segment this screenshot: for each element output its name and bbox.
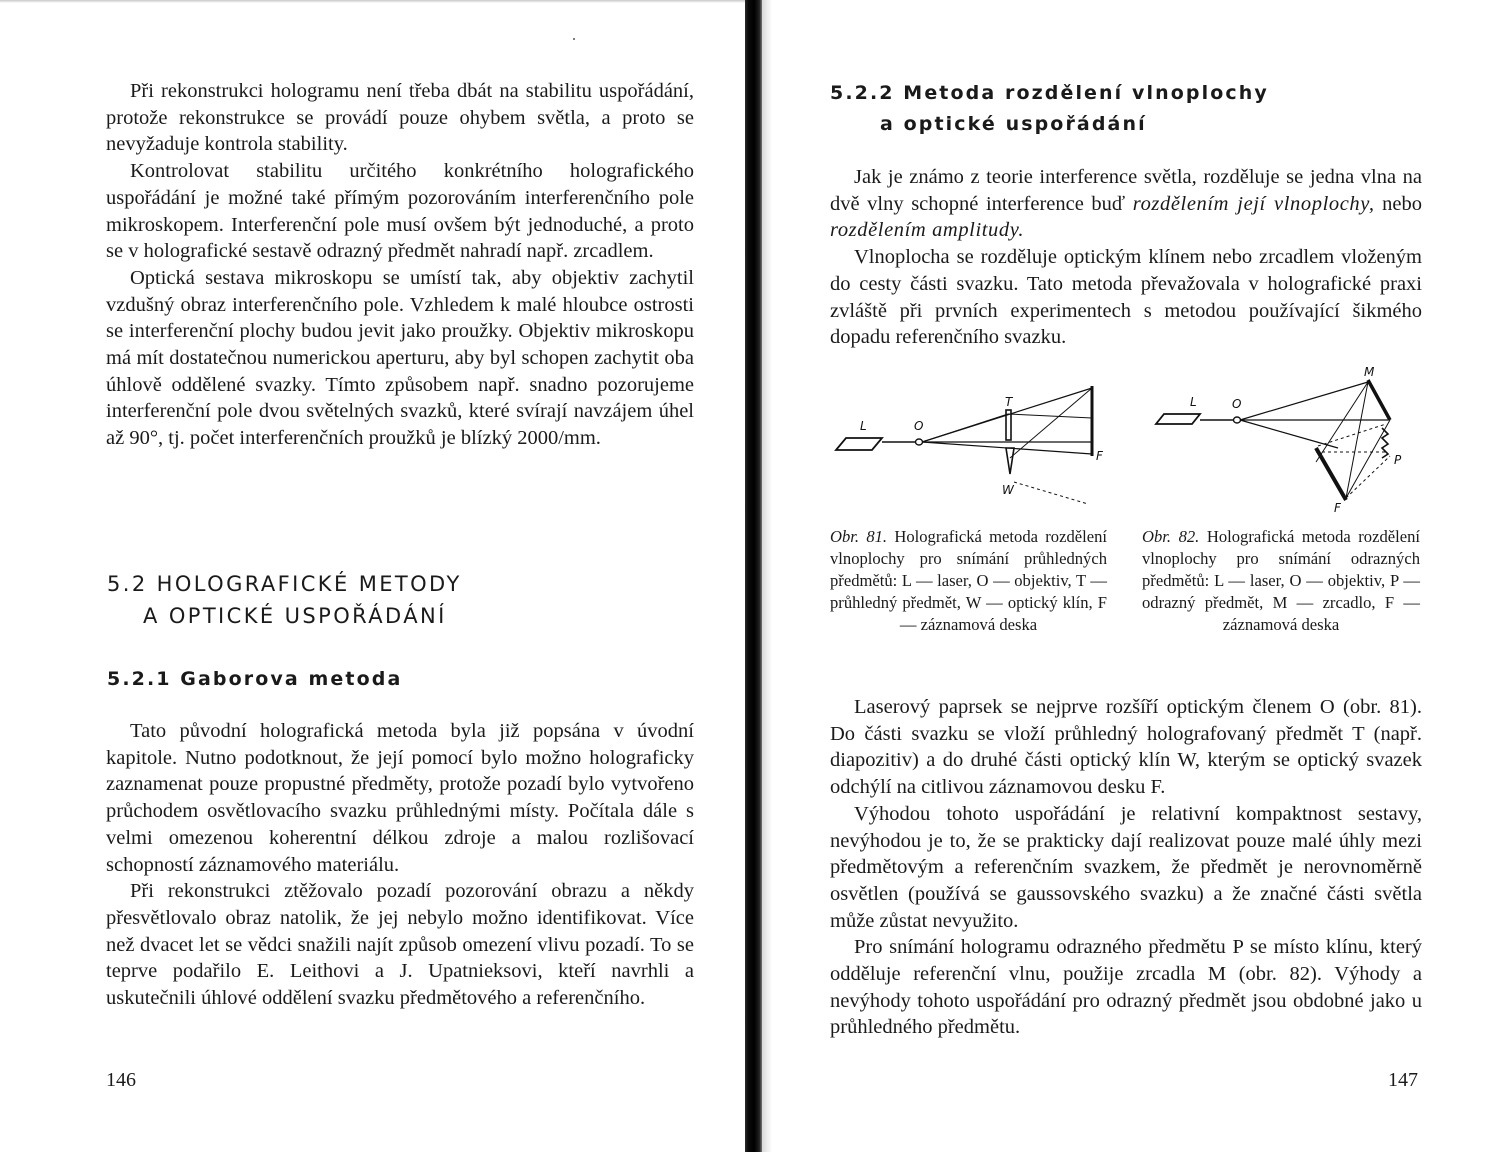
page-number-right: 147	[1388, 1069, 1418, 1091]
book-gutter	[745, 0, 762, 1152]
figure-81-caption	[830, 526, 1107, 636]
paragraph: Optická sestava mikroskopu se umístí tak, aby objektiv zachytil vzdušný obraz interferenčního pole. Vzhledem k malé hloubce ostrosti se interferenční plochy budou jevit jako proužky. Objektiv mikroskopu má mít dostatečnou numerickou aperturu, aby byl schopen zachytit oba úhlově oddělené svazky. Tímto způsobem např. snadno pozorujeme interferenční pole dvou světelných svazků, které svírají navzájem úhel až 90°, tj. počet interferenčních proužků je blízký 2000/mm.	[106, 266, 694, 450]
paragraph: Výhodou tohoto uspořádání je relativní kompaktnost sestavy, nevýhodou je to, že se prakticky dají realizovat pouze malé úhly mezi předmětovým a referenčním svazkem, že předmět je nerovnoměrně osvětlen (používá se gaussovského svazku) a že značné části světla může zůstat nevyužito.	[830, 802, 1422, 932]
left-bottom-body	[106, 718, 694, 1012]
label-F: F	[1096, 449, 1103, 463]
label-T: T	[1005, 395, 1013, 409]
right-top-body	[830, 164, 1422, 351]
deflected-ray	[1010, 388, 1092, 458]
laser-shape	[836, 438, 882, 450]
section-heading-line2: A OPTICKÉ USPOŘÁDÁNÍ	[143, 604, 447, 628]
figure-81-diagram	[828, 378, 1110, 508]
paragraph: Pro snímání hologramu odrazného předmětu P se místo klínu, který odděluje referenční vlnu, použije zrcadla M (obr. 82). Výhody a nevýhody tohoto uspořádání pro odrazný předmět jsou obdobné jako u průhledného předmětu.	[830, 936, 1422, 1039]
label-O: O	[1232, 397, 1242, 411]
beam-ray-object	[922, 414, 1008, 442]
figure-82-caption	[1142, 526, 1420, 636]
objective-lens	[916, 439, 923, 445]
label-F: F	[1334, 501, 1341, 514]
objective-lens	[1234, 417, 1241, 423]
subheading-line1: 5.2.2 Metoda rozdělení vlnoplochy	[830, 82, 1269, 104]
page-number-left: 146	[106, 1069, 136, 1091]
right-page	[762, 0, 1506, 1152]
paragraph: Při rekonstrukci hologramu není třeba dbát na stabilitu uspořádání, protože rekonstrukce se provádí pouze ohybem světla, a proto se nevyžaduje kontrola stability.	[106, 80, 694, 156]
subheading-wavefront	[830, 78, 1269, 140]
paragraph: Při rekonstrukci ztěžovalo pozadí pozorování obrazu a někdy přesvětlovalo obraz natolik, že jej nebylo možno identifikovat. Více než dvacet let se vědci snažili najít způsob omezení vlivu pozadí. To se teprve podařilo E. Leithovi a J. Upatnieksovi, kteří navrhli a uskutečnili úhlové oddělení svazku předmětového a referenčního.	[106, 880, 694, 1010]
label-L: L	[860, 419, 867, 433]
label-P: P	[1394, 453, 1402, 467]
section-heading-line1: 5.2 HOLOGRAFICKÉ METODY	[107, 572, 462, 596]
recording-plate	[1316, 448, 1346, 500]
object-wave	[1008, 414, 1092, 418]
label-M: M	[1364, 365, 1375, 379]
mirror	[1368, 380, 1390, 420]
caption-text: Holografická metoda rozdělení vlnoplochy pro snímání odrazných předmětů: L — laser, O — objektiv, P — odrazný předmět, M — zrcadlo, F — záznamová deska	[1142, 527, 1420, 634]
label-L: L	[1190, 395, 1197, 409]
left-top-body	[106, 78, 694, 452]
leader-line	[1014, 482, 1088, 504]
paragraph: Kontrolovat stabilitu určitého konkrétního holografického uspořádání je možné také přímým pozorováním interferenčního pole mikroskopem. Interferenční pole musí ovšem být jednoduché, a proto se v holografické sestavě odrazný předmět nahradí např. zrcadlem.	[106, 160, 694, 263]
paragraph: Vlnoplocha se rozděluje optickým klínem nebo zrcadlem vloženým do cesty části svazku. Tato metoda převažovala v holografické praxi zvláště při prvních experimentech s metodou používající šikmého dopadu referenčního svazku.	[830, 246, 1422, 349]
paragraph-text: Jak je známo z teorie interference světla, rozděluje se jedna vlna na dvě vlny schopné interference buď	[830, 166, 1422, 215]
label-O: O	[914, 419, 924, 433]
caption-text: Holografická metoda rozdělení vlnoplochy pro snímání průhledných předmětů: L — laser, O — objektiv, T — průhledný předmět, W — optický klín, F — záznamová deska	[830, 527, 1107, 634]
laser-shape	[1156, 414, 1200, 424]
optical-wedge	[1006, 448, 1014, 474]
caption-label: Obr. 81.	[830, 527, 888, 546]
label-W: W	[1002, 483, 1014, 497]
beam-ray-lower	[1240, 420, 1338, 448]
figure-82-diagram	[1150, 362, 1410, 514]
paragraph	[830, 164, 1422, 244]
subheading-line2: a optické uspořádání	[880, 113, 1147, 135]
emphasis-amplitude: rozdělením amplitudy.	[830, 219, 1025, 242]
paragraph: Laserový paprsek se nejprve rozšíří optickým členem O (obr. 81). Do části svazku se vloží průhledný holografovaný předmět T (např. diapozitiv) a do druhé části optický klín W, kterým se optický svazek odchýlí na citlivou záznamovou desku F.	[830, 696, 1422, 799]
left-page	[0, 0, 745, 1152]
subheading-gabor: 5.2.1 Gaborova metoda	[107, 668, 403, 690]
beam-ray-to-mirror-top	[1240, 382, 1368, 420]
paragraph-text: nebo	[1374, 192, 1423, 215]
emphasis-wavefront: rozdělením její vlnoplochy,	[1132, 192, 1375, 215]
right-bottom-body	[830, 694, 1422, 1041]
paragraph: Tato původní holografická metoda byla již popsána v úvodní kapitole. Nutno podotknout, že její pomocí bylo možno holograficky zaznamenat pouze propustné předměty, protože pozadí bylo vytvořeno průchodem osvětlovacího svazku průhlednými místy. Počítala dále s velmi omezenou koherentní délkou zdroje a malou rozlišovací schopností záznamového materiálu.	[106, 720, 694, 876]
print-speck	[573, 38, 575, 40]
section-heading	[107, 568, 462, 632]
caption-label: Obr. 82.	[1142, 527, 1200, 546]
reflected-ray	[1346, 420, 1390, 498]
